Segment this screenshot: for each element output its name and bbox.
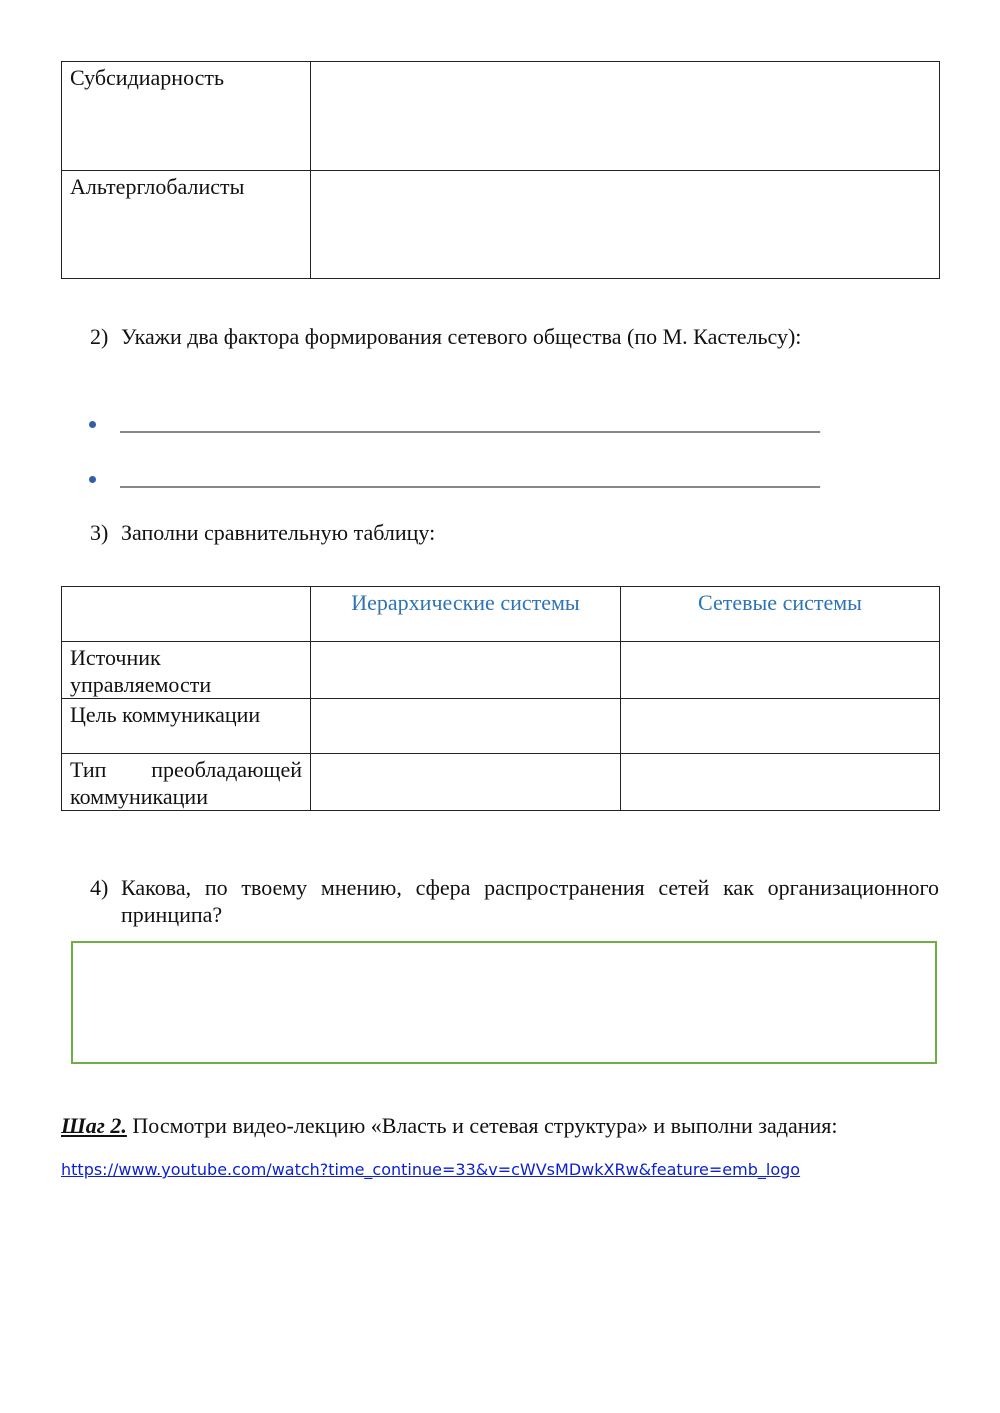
task-2-number: 2) [90,324,109,349]
answer-box[interactable] [71,941,937,1064]
term-cell: Альтерглобалисты [62,171,311,279]
task-4-number: 4) [90,875,109,900]
task-4-line-1: Какова, по твоему мнению, сфера распространения сетей как организационного [121,875,939,900]
step-2-instruction [61,1112,941,1139]
row-label: Цель коммуникации [62,699,311,754]
row-label-word: коммуникации [70,784,208,809]
table-header-row [62,587,940,642]
task-2-text: Укажи два фактора формирования сетевого общества (по М. Кастельсу): [121,324,802,349]
answer-cell[interactable] [311,699,621,754]
answer-cell[interactable] [621,754,940,811]
answer-blank-1[interactable]: ______________________________________________________________________ [120,413,820,435]
row-label-word: преобладающей [151,757,302,782]
answer-cell[interactable] [311,62,940,171]
comparison-table [61,586,940,811]
task-4-line-2: принципа? [121,902,223,927]
header-hierarchical: Иерархические системы [311,587,621,642]
table-row [62,62,940,171]
answer-cell[interactable] [621,642,940,699]
step-2-text: Посмотри видео-лекцию «Власть и сетевая структура» и выполни задания: [126,1113,838,1138]
row-label [62,754,311,811]
answer-cell[interactable] [311,754,621,811]
terms-table [61,61,940,279]
video-link[interactable]: https://www.youtube.com/watch?time_continue=33&v=cWVsMDwkXRw&feature=emb_logo [61,1160,801,1179]
table-row [62,754,940,811]
video-link-container [61,1155,800,1181]
answer-cell[interactable] [311,171,940,279]
table-row [62,171,940,279]
table-row [62,699,940,754]
term-cell: Субсидиарность [62,62,311,171]
header-network: Сетевые системы [621,587,940,642]
task-3-text: Заполни сравнительную таблицу: [121,520,436,545]
bullet-icon [89,476,96,483]
answer-blank-2[interactable]: ______________________________________________________________________ [120,468,820,490]
header-cell-empty [62,587,311,642]
step-2-label: Шаг 2. [61,1113,127,1138]
bullet-icon [89,421,96,428]
table-row [62,642,940,699]
task-3-number: 3) [90,520,109,545]
answer-cell[interactable] [311,642,621,699]
row-label-word: Тип [70,757,107,782]
row-label: Источник управляемости [62,642,311,699]
answer-cell[interactable] [621,699,940,754]
